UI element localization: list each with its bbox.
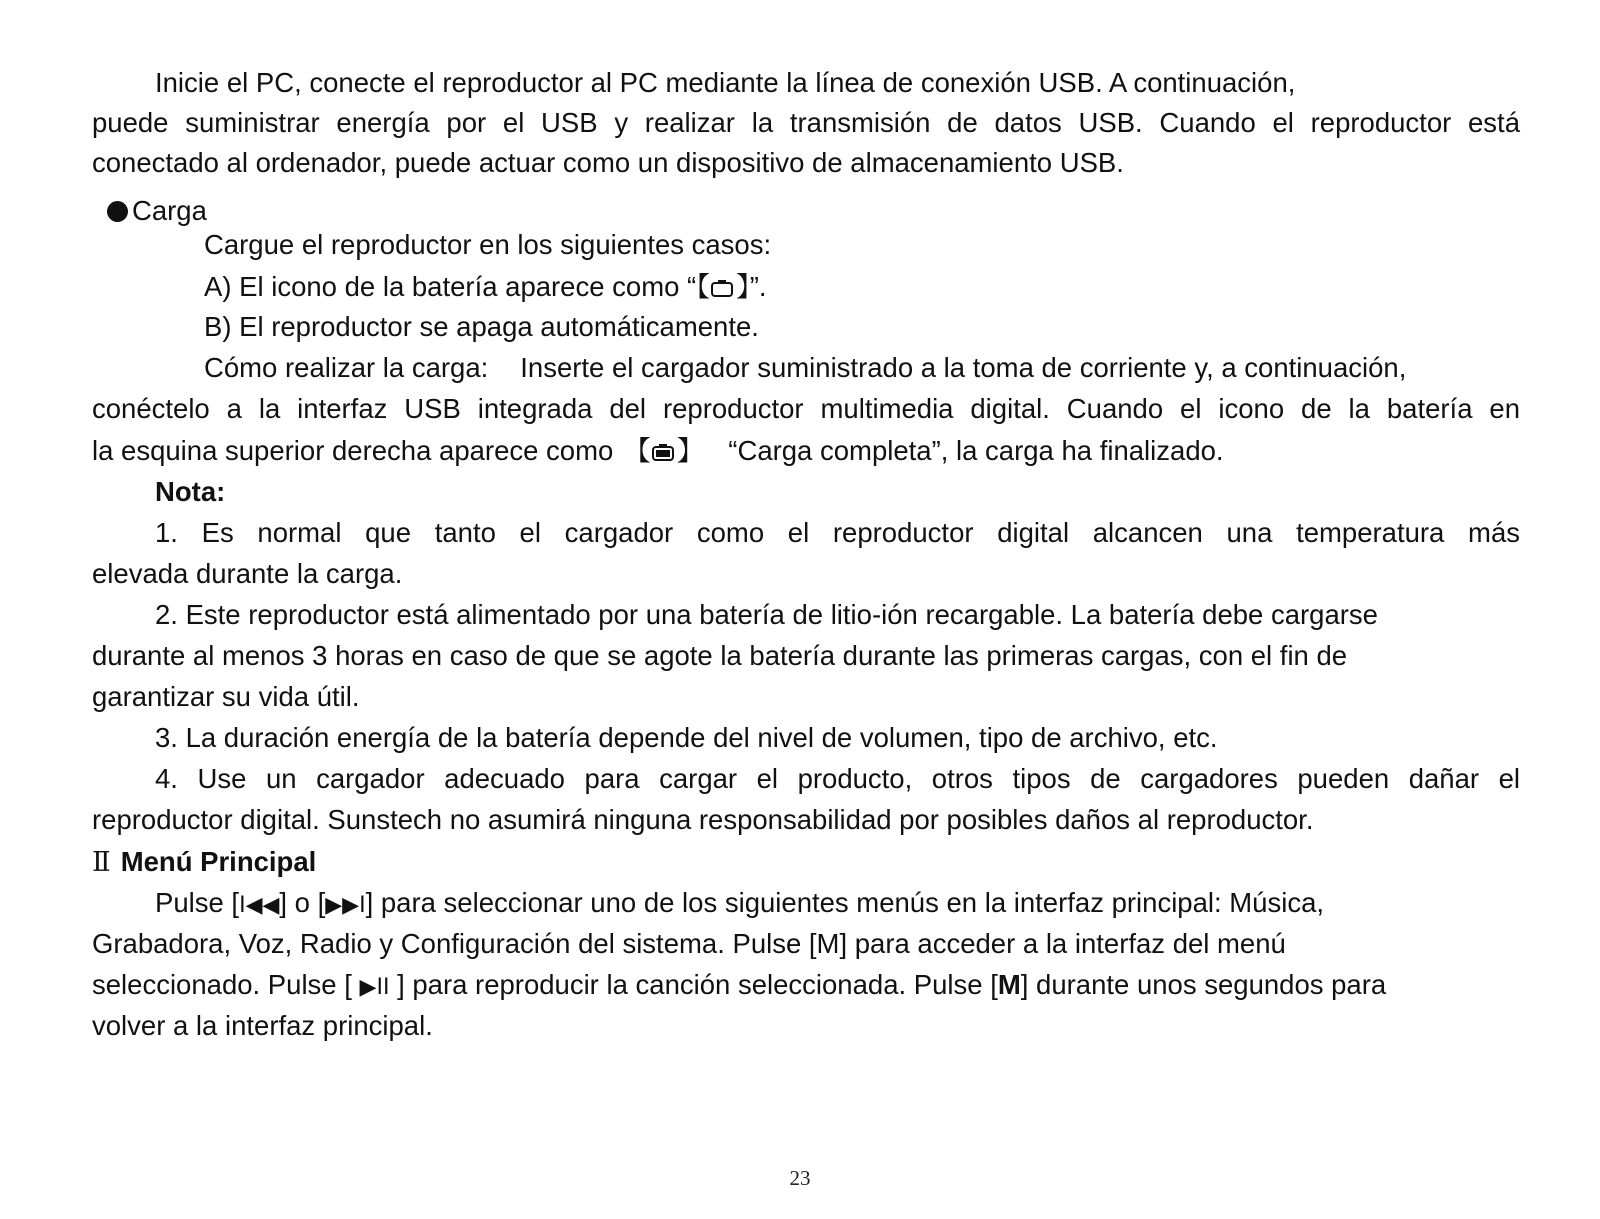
carga-line-3 [92,434,1224,468]
nota-1-line-1: 1. Es normal que tanto el cargador como el reproductor digital alcancen una temperatura más [155,517,1520,548]
bullet-icon [107,201,128,222]
carga-line-2: conéctelo a la interfaz USB integrada del reproductor multimedia digital. Cuando el icono de la batería en [92,393,1520,424]
bracket-close: 】 [735,271,750,302]
carga-como-text: Inserte el cargador suministrado a la toma de corriente y, a continuación, [520,352,1407,383]
menu-line-1-a: Pulse [ [155,887,240,918]
menu-line-1-b: ] o [ [279,887,326,918]
menu-heading [92,845,316,879]
nota-2-line-1: 2. Este reproductor está alimentado por una batería de litio-ión recargable. La batería debe cargarse [155,599,1378,630]
battery-full-icon [651,442,677,464]
menu-line-3-c: ] durante unos segundos para [1020,969,1387,1000]
nota-4-line-1: 4. Use un cargador adecuado para cargar el producto, otros tipos de cargadores pueden dañar el [155,763,1520,794]
menu-line-1 [155,886,1324,923]
nota-3: 3. La duración energía de la batería depende del nivel de volumen, tipo de archivo, etc. [155,722,1218,753]
nota-2-line-3: garantizar su vida útil. [92,681,360,712]
bracket-close: 】 [676,435,705,466]
menu-numeral: Ⅱ [92,846,111,878]
carga-case-b: B) El reproductor se apaga automáticamente. [204,311,759,342]
menu-line-1-c: ] para seleccionar uno de los siguientes menús en la interfaz principal: Música, [365,887,1325,918]
carga-case-a [204,270,767,304]
previous-track-icon: I◀◀ [239,893,280,918]
carga-case-a-text: A) El icono de la batería aparece como “ [204,271,697,302]
menu-m-key: M [997,969,1021,1000]
menu-line-2: Grabadora, Voz, Radio y Configuración del sistema. Pulse [M] para acceder a la interfaz del menú [92,928,1286,959]
intro-line-3: conectado al ordenador, puede actuar como un dispositivo de almacenamiento USB. [92,147,1124,178]
carga-heading [107,194,207,228]
carga-casos: Cargue el reproductor en los siguientes casos: [204,229,772,260]
play-pause-icon: ▶II [359,975,390,1000]
bracket-open: 【 [623,435,651,466]
carga-como-line [204,351,1406,385]
nota-4-line-2: reproductor digital. Sunstech no asumirá ninguna responsabilidad por posibles daños al reproductor. [92,804,1314,835]
nota-heading: Nota: [155,476,226,507]
carga-line-3-prefix: la esquina superior derecha aparece como [92,435,614,466]
menu-heading-text: Menú Principal [120,846,317,877]
next-track-icon: ▶▶I [325,893,366,918]
carga-como-label: Cómo realizar la carga: [204,352,489,383]
carga-case-a-suffix: ”. [749,271,767,302]
menu-line-3 [92,968,1386,1005]
menu-line-3-a: seleccionado. Pulse [ [92,969,360,1000]
menu-line-4: volver a la interfaz principal. [92,1010,433,1041]
carga-line-3-suffix: “Carga completa”, la carga ha finalizado. [728,435,1224,466]
intro-line-1: Inicie el PC, conecte el reproductor al PC mediante la línea de conexión USB. A continuación, [155,67,1296,98]
menu-line-3-b: ] para reproducir la canción seleccionada. Pulse [ [389,969,998,1000]
battery-empty-icon [710,278,736,300]
bracket-open: 【 [696,271,710,302]
page-number: 23 [789,1166,811,1190]
nota-1-line-2: elevada durante la carga. [92,558,403,589]
carga-heading-text: Carga [132,195,207,226]
nota-2-line-2: durante al menos 3 horas en caso de que se agote la batería durante las primeras cargas, con el fin de [92,640,1348,671]
intro-line-2: puede suministrar energía por el USB y realizar la transmisión de datos USB. Cuando el reproductor está [92,107,1520,138]
